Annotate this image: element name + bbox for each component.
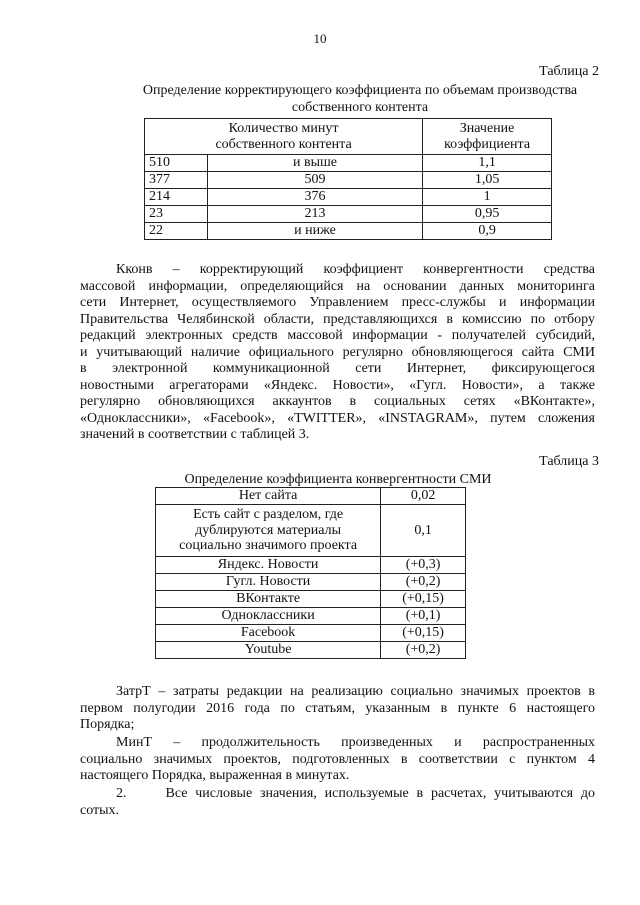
table2-cell-value: 1,05: [423, 172, 552, 189]
paragraph-line: ЗатрТ – затраты редакции на реализацию социально значимых проектов в: [116, 684, 595, 699]
table2: [144, 118, 552, 240]
table2-header-minutes-line2: собственного контента: [215, 136, 352, 152]
table-row: [145, 223, 552, 240]
table-row: [156, 557, 466, 574]
paragraph-line: массовой информации, определяющийся на основании данных мониторинга: [80, 278, 595, 294]
table2-cell-from: 23: [145, 206, 208, 223]
table3-cell-value: (+0,15): [381, 591, 466, 608]
table2-cell-to: и ниже: [207, 223, 422, 240]
paragraph-line: «Одноклассники», «Facebook», «TWITTER», «INSTAGRAM», путем сложения: [80, 410, 595, 426]
table2-header-minutes-line1: Количество минут: [228, 121, 339, 136]
table-row: [156, 488, 466, 505]
table3-cell-name: Youtube: [156, 642, 381, 659]
paragraph-mint: [80, 735, 595, 785]
paragraph-line: Кконв – корректирующий коэффициент конвергентности средства: [116, 262, 595, 277]
table-row: [156, 574, 466, 591]
table3-cell-name: Одноклассники: [156, 608, 381, 625]
table2-cell-to: и выше: [207, 155, 422, 172]
table2-header-value-line2: коэффициента: [444, 136, 531, 152]
paragraph-line: редакций электронных средств массовой информации - получателей субсидий,: [80, 328, 595, 343]
paragraph-line: значений в соответствии с таблицей 3.: [80, 427, 310, 442]
table2-cell-value: 0,95: [423, 206, 552, 223]
table-row: [145, 172, 552, 189]
paragraph-line: Порядка;: [80, 717, 135, 732]
paragraph-line: и учитывающий наличие официального регулярно обновляющегося сайта СМИ: [80, 344, 595, 360]
table3: [155, 487, 466, 659]
table3-cell-name-line: дублируются материалы: [195, 522, 342, 538]
paragraph-item2: [80, 786, 595, 819]
table3-cell-name: Гугл. Новости: [156, 574, 381, 591]
table3-cell-value: 0,02: [381, 488, 466, 505]
table2-cell-value: 0,9: [423, 223, 552, 240]
table-row: [156, 591, 466, 608]
table3-cell-name: [156, 505, 381, 557]
table2-cell-to: 213: [207, 206, 422, 223]
table2-cell-value: 1: [423, 189, 552, 206]
table2-cell-from: 510: [145, 155, 208, 172]
table2-title-line1: Определение корректирующего коэффициента по объемам производства: [142, 83, 578, 98]
table-row: [156, 505, 466, 557]
paragraph-line: настоящего Порядка, выраженная в минутах.: [80, 768, 350, 783]
page-number: 10: [313, 31, 327, 46]
table2-header-minutes: [145, 119, 423, 155]
table2-header-value: [423, 119, 552, 155]
table2-label: Таблица 2: [539, 64, 599, 79]
table2-title-line2: собственного контента: [291, 100, 429, 115]
paragraph-line: регулярно обновляющихся аккаунтов в социальных сетях «ВКонтакте»,: [80, 394, 595, 409]
paragraph-line: в электронной коммуникационной сети Интернет, фиксирующегося: [80, 361, 595, 376]
table-row: [145, 155, 552, 172]
table3-cell-value: 0,1: [381, 505, 466, 557]
table3-title: Определение коэффициента конвергентности СМИ: [184, 472, 492, 487]
paragraph-line: сети Интернет, осуществляемого Управлением пресс-службы и информации: [80, 295, 595, 310]
paragraph-line: сотых.: [80, 802, 120, 818]
table-row: [156, 608, 466, 625]
table3-cell-name: Нет сайта: [156, 488, 381, 505]
table3-cell-name: ВКонтакте: [156, 591, 381, 608]
table3-cell-name-line: Есть сайт с разделом, где: [193, 507, 344, 523]
paragraph-kkonv: [80, 262, 595, 444]
table2-cell-from: 377: [145, 172, 208, 189]
table3-cell-name: Яндекс. Новости: [156, 557, 381, 574]
paragraph-line: МинТ – продолжительность произведенных и распространенных: [116, 735, 595, 750]
table2-title: [80, 82, 640, 116]
table2-cell-to: 509: [207, 172, 422, 189]
table2-cell-from: 22: [145, 223, 208, 240]
paragraph-line: социально значимых проектов, подготовленных в соответствии с пунктом 4: [80, 751, 595, 767]
table2-header-value-line1: Значение: [459, 121, 515, 136]
table3-label: Таблица 3: [539, 454, 599, 469]
table-row: [145, 189, 552, 206]
table2-cell-from: 214: [145, 189, 208, 206]
table3-cell-value: (+0,15): [381, 625, 466, 642]
table-row: [156, 625, 466, 642]
table2-cell-to: 376: [207, 189, 422, 206]
paragraph-line: 2. Все числовые значения, используемые в расчетах, учитываются до: [116, 786, 595, 801]
paragraph-zatrt: [80, 684, 595, 734]
table3-cell-value: (+0,3): [381, 557, 466, 574]
table3-cell-value: (+0,2): [381, 642, 466, 659]
table3-cell-name-line: социально значимого проекта: [179, 538, 358, 554]
table3-cell-value: (+0,2): [381, 574, 466, 591]
table-row: [145, 206, 552, 223]
table2-cell-value: 1,1: [423, 155, 552, 172]
table-row: [156, 642, 466, 659]
paragraph-line: Правительства Челябинской области, представляющихся в комиссию по отбору: [80, 311, 595, 327]
table3-cell-value: (+0,1): [381, 608, 466, 625]
paragraph-line: первом полугодии 2016 года по статьям, указанным в пункте 6 настоящего: [80, 700, 595, 716]
paragraph-line: новостными агрегаторами «Яндекс. Новости», «Гугл. Новости», а также: [80, 377, 595, 393]
table3-cell-name: Facebook: [156, 625, 381, 642]
